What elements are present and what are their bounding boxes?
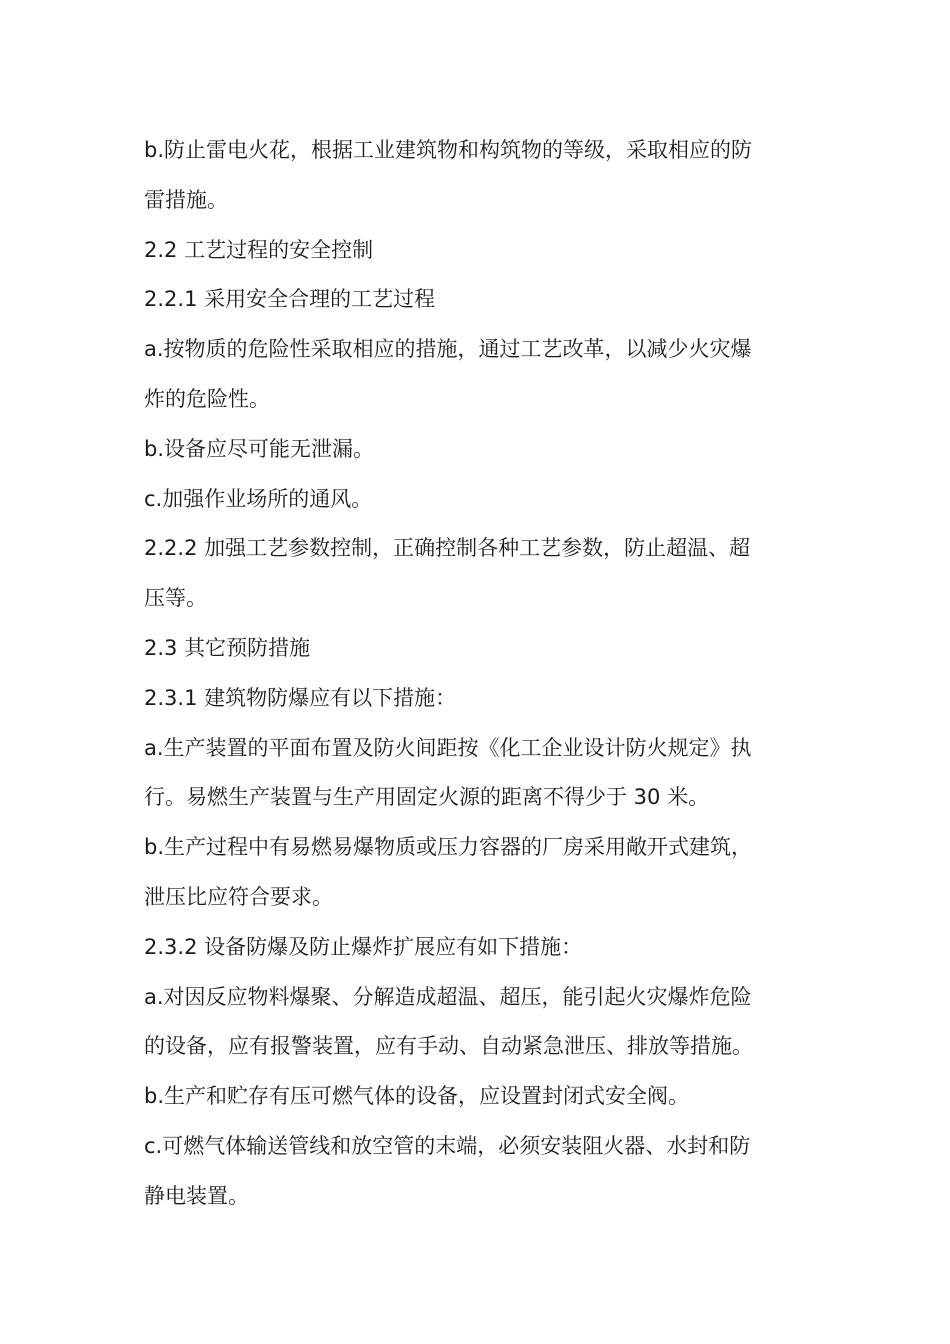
text-line: c.加强作业场所的通风。 (144, 486, 373, 511)
text-line: 的设备，应有报警装置，应有手动、自动紧急泄压、排放等措施。 (144, 1034, 753, 1059)
section-heading: 2.3 其它预防措施 (144, 635, 311, 660)
text-line: b.设备应尽可能无泄漏。 (144, 436, 375, 461)
section-heading: 2.2 工艺过程的安全控制 (144, 237, 374, 262)
text-line: 炸的危险性。 (144, 386, 270, 411)
subsection-heading: 2.2.2 加强工艺参数控制，正确控制各种工艺参数，防止超温、超 (144, 536, 751, 561)
text-line: 压等。 (144, 586, 207, 611)
text-line: a.按物质的危险性采取相应的措施，通过工艺改革，以减少火灾爆 (144, 337, 752, 362)
text-line: b.生产过程中有易燃易爆物质或压力容器的厂房采用敞开式建筑， (144, 835, 753, 860)
text-line: c.可燃气体输送管线和放空管的末端，必须安装阻火器、水封和防 (144, 1133, 751, 1158)
text-line: 行。易燃生产装置与生产用固定火源的距离不得少于 30 米。 (144, 785, 710, 810)
text-line: 泄压比应符合要求。 (144, 884, 333, 909)
subsection-heading: 2.2.1 采用安全合理的工艺过程 (144, 287, 436, 312)
subsection-heading: 2.3.1 建筑物防爆应有以下措施： (144, 685, 457, 710)
text-line: 雷措施。 (144, 187, 228, 212)
text-line: 静电装置。 (144, 1183, 249, 1208)
text-line: a.对因反应物料爆聚、分解造成超温、超压，能引起火灾爆炸危险 (144, 984, 752, 1009)
text-line: b.防止雷电火花，根据工业建筑物和构筑物的等级，采取相应的防 (144, 138, 753, 162)
document-body (144, 126, 808, 1222)
text-line: b.生产和贮存有压可燃气体的设备，应设置封闭式安全阀。 (144, 1084, 690, 1109)
text-line: a.生产装置的平面布置及防火间距按《化工企业设计防火规定》执 (144, 735, 752, 760)
subsection-heading: 2.3.2 设备防爆及防止爆炸扩展应有如下措施： (144, 934, 583, 959)
